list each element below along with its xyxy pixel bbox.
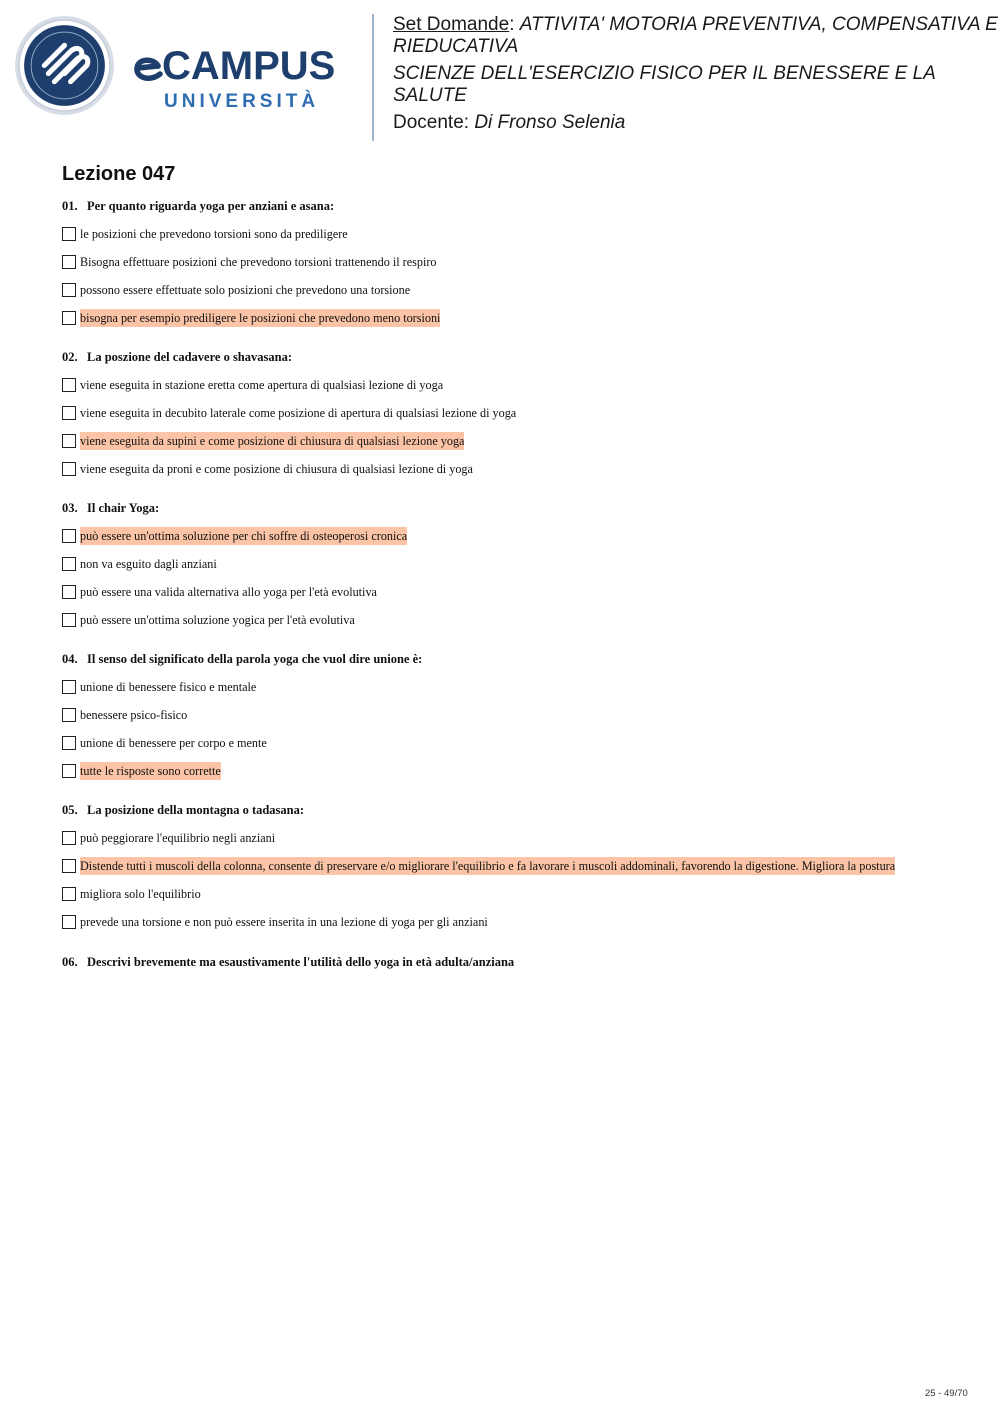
answer-checkbox[interactable] <box>62 311 76 325</box>
answer-checkbox[interactable] <box>62 613 76 627</box>
answer-option[interactable] <box>62 852 962 880</box>
set-label: Set Domande <box>393 14 510 35</box>
question-block <box>62 500 962 634</box>
question-text <box>62 954 962 972</box>
answer-checkbox[interactable] <box>62 736 76 750</box>
answer-checkbox[interactable] <box>62 859 76 873</box>
answer-text: può essere un'ottima soluzione yogica per l'età evolutiva <box>80 613 355 627</box>
answer-checkbox[interactable] <box>62 557 76 571</box>
question-text <box>62 198 962 216</box>
question-label: La poszione del cadavere o shavasana: <box>87 350 292 364</box>
answer-checkbox[interactable] <box>62 887 76 901</box>
answer-text: viene eseguita in decubito laterale come posizione di apertura di qualsiasi lezione di yoga <box>80 406 517 420</box>
page-indicator: 25 - 49/70 <box>925 1388 968 1399</box>
answer-checkbox[interactable] <box>62 378 76 392</box>
set-value: ATTIVITA' MOTORIA PREVENTIVA, COMPENSATIVA E <box>519 14 998 35</box>
answer-checkbox[interactable] <box>62 708 76 722</box>
answer-option[interactable] <box>62 606 962 634</box>
answer-option[interactable] <box>62 673 962 701</box>
answer-checkbox[interactable] <box>62 283 76 297</box>
question-text <box>62 651 962 669</box>
answer-option[interactable] <box>62 371 962 399</box>
question-block <box>62 349 962 483</box>
question-label: Descrivi brevemente ma esaustivamente l'utilità dello yoga in età adulta/anziana <box>87 955 515 969</box>
question-number: 04. <box>62 652 78 666</box>
answer-checkbox[interactable] <box>62 831 76 845</box>
answer-text: Bisogna effettuare posizioni che prevedono torsioni trattenendo il respiro <box>80 255 437 269</box>
answer-text: non va esguito dagli anziani <box>80 557 217 571</box>
answer-option[interactable] <box>62 399 962 427</box>
header-divider <box>372 14 374 141</box>
answer-text: migliora solo l'equilibrio <box>80 887 201 901</box>
answer-option[interactable] <box>62 578 962 606</box>
docente-name: Di Fronso Selenia <box>474 112 626 133</box>
answer-option[interactable] <box>62 550 962 578</box>
answer-text: le posizioni che prevedono torsioni sono da prediligere <box>80 227 348 241</box>
lesson-title: Lezione 047 <box>62 163 176 185</box>
answer-option[interactable] <box>62 220 962 248</box>
question-block <box>62 651 962 785</box>
course-name-line2: SALUTE <box>393 85 467 106</box>
answer-checkbox[interactable] <box>62 434 76 448</box>
answer-text-correct: Distende tutti i muscoli della colonna, consente di preservare e/o migliorare l'equilibrio e fa lavorare i muscoli addominali, favorendo la digestione. Migliora la postura <box>80 859 896 873</box>
answer-checkbox[interactable] <box>62 462 76 476</box>
answer-option[interactable] <box>62 729 962 757</box>
question-label: Il chair Yoga: <box>87 501 160 515</box>
answer-checkbox[interactable] <box>62 406 76 420</box>
answer-text: può peggiorare l'equilibrio negli anziani <box>80 831 276 845</box>
logo-university-text: UNIVERSITÀ <box>164 91 320 112</box>
answer-text: viene eseguita da proni e come posizione di chiusura di qualsiasi lezione di yoga <box>80 462 473 476</box>
answer-text: prevede una torsione e non può essere inserita in una lezione di yoga per gli anziani <box>80 915 488 929</box>
logo-wordmark-text: CAMPUS <box>162 44 336 88</box>
page-header <box>0 0 1000 150</box>
answer-checkbox[interactable] <box>62 529 76 543</box>
answer-option[interactable] <box>62 757 962 785</box>
answer-option[interactable] <box>62 880 962 908</box>
answer-text: può essere una valida alternativa allo yoga per l'età evolutiva <box>80 585 377 599</box>
answer-checkbox[interactable] <box>62 915 76 929</box>
answer-checkbox[interactable] <box>62 680 76 694</box>
course-name-line1: SCIENZE DELL'ESERCIZIO FISICO PER IL BENESSERE E LA <box>393 63 936 84</box>
answer-option[interactable] <box>62 276 962 304</box>
answer-option[interactable] <box>62 824 962 852</box>
question-text <box>62 802 962 820</box>
answer-option[interactable] <box>62 427 962 455</box>
question-number: 01. <box>62 199 78 213</box>
question-text <box>62 349 962 367</box>
course-info: Set Domande: ATTIVITA' MOTORIA PREVENTIVA, COMPENSATIVA E RIEDUCATIVA SCIENZE DELL'ESERCIZIO FISICO PER IL BENESSERE E LA SALUTE Docente: Di Fronso Selenia <box>393 14 1000 134</box>
answer-text: benessere psico-fisico <box>80 708 188 722</box>
question-number: 03. <box>62 501 78 515</box>
question-label: Per quanto riguarda yoga per anziani e asana: <box>87 199 335 213</box>
question-label: Il senso del significato della parola yoga che vuol dire unione è: <box>87 652 423 666</box>
question-block <box>62 198 962 332</box>
answer-text-correct: può essere un'ottima soluzione per chi soffre di osteoperosi cronica <box>80 529 408 543</box>
docente-label: Docente: <box>393 112 470 133</box>
answer-option[interactable] <box>62 522 962 550</box>
answer-checkbox[interactable] <box>62 255 76 269</box>
question-block <box>62 954 962 972</box>
answer-text-correct: bisogna per esempio prediligere le posizioni che prevedono meno torsioni <box>80 311 441 325</box>
answer-text: viene eseguita in stazione eretta come apertura di qualsiasi lezione di yoga <box>80 378 444 392</box>
question-number: 02. <box>62 350 78 364</box>
answer-text: unione di benessere fisico e mentale <box>80 680 257 694</box>
question-number: 05. <box>62 803 78 817</box>
set-value-line2: RIEDUCATIVA <box>393 36 519 57</box>
answer-option[interactable] <box>62 455 962 483</box>
ecampus-wordmark-logo <box>134 44 356 114</box>
answer-checkbox[interactable] <box>62 585 76 599</box>
answer-checkbox[interactable] <box>62 227 76 241</box>
answer-option[interactable] <box>62 701 962 729</box>
question-label: La posizione della montagna o tadasana: <box>87 803 305 817</box>
answer-text-correct: viene eseguita da supini e come posizione di chiusura di qualsiasi lezione yoga <box>80 434 465 448</box>
question-block <box>62 802 962 936</box>
answer-option[interactable] <box>62 908 962 936</box>
answer-text-correct: tutte le risposte sono corrette <box>80 764 221 778</box>
question-text <box>62 500 962 518</box>
answer-option[interactable] <box>62 248 962 276</box>
answer-text: possono essere effettuate solo posizioni che prevedono una torsione <box>80 283 411 297</box>
answer-checkbox[interactable] <box>62 764 76 778</box>
question-number: 06. <box>62 955 78 969</box>
ecampus-seal-logo <box>14 15 115 116</box>
answer-option[interactable] <box>62 304 962 332</box>
answer-text: unione di benessere per corpo e mente <box>80 736 267 750</box>
